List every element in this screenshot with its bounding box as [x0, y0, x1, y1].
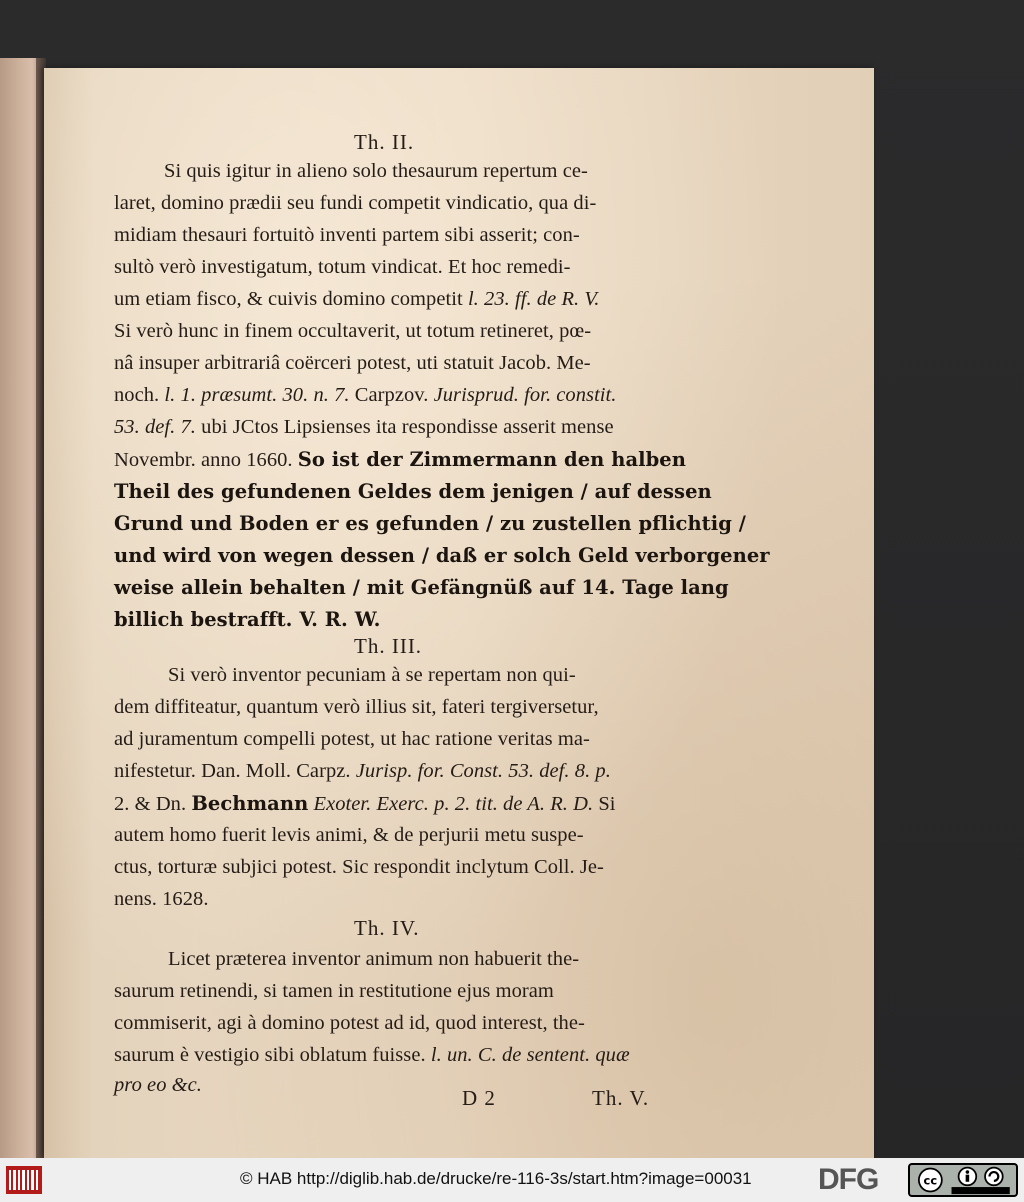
text-line: Si quis igitur in alieno solo thesaurum repertum ce- [164, 160, 588, 182]
text-segment: noch. [114, 384, 160, 406]
german-text-line: Theil des gefundenen Geldes dem jenigen / auf dessen [114, 480, 712, 503]
text-line [114, 448, 686, 472]
text-line [114, 416, 614, 439]
document-page [44, 68, 874, 1158]
text-segment: Novembr. anno 1660. [114, 449, 293, 471]
dfg-logo: DFG [818, 1163, 879, 1196]
german-text-line: Grund und Boden er es gefunden / zu zustellen pflichtig / [114, 512, 746, 535]
text-line: ctus, torturæ subjici potest. Sic respondit inclytum Coll. Je- [114, 856, 604, 878]
catchword: Th. V. [592, 1086, 650, 1110]
cc-by-sa-badge-icon [908, 1163, 1018, 1197]
svg-text:cc: cc [923, 1173, 938, 1188]
text-line: midiam thesauri fortuitò inventi partem sibi asserit; con- [114, 224, 580, 246]
text-segment: 2. & Dn. [114, 793, 187, 815]
previous-page-edge [0, 58, 40, 1158]
heading-th-4: Th. IV. [354, 916, 420, 940]
citation-line: pro eo &c. [114, 1074, 202, 1096]
text-line: saurum retinendi, si tamen in restitutione ejus moram [114, 980, 554, 1002]
german-text: So ist der Zimmermann den halben [297, 448, 686, 471]
text-segment: nifestetur. Dan. Moll. Carpz. [114, 760, 351, 782]
text-line: dem diffiteatur, quantum verò illius sit, fateri tergiversetur, [114, 696, 599, 718]
citation: l. 1. præsumt. 30. n. 7. [164, 384, 350, 406]
citation: 53. def. 7. [114, 416, 196, 438]
german-text-line: billich bestrafft. V. R. W. [114, 608, 381, 631]
text-line [114, 792, 616, 816]
text-segment: um etiam fisco, & cuivis domino competit [114, 288, 463, 310]
german-text-line: und wird von wegen dessen / daß er solch Geld verborgener [114, 544, 770, 567]
text-segment: saurum è vestigio sibi oblatum fuisse. [114, 1044, 426, 1066]
text-line: Si verò inventor pecuniam à se repertam non qui- [168, 664, 576, 686]
text-line: commiserit, agi à domino potest ad id, quod interest, the- [114, 1012, 585, 1034]
text-line: ad juramentum compelli potest, ut hac ratione veritas ma- [114, 728, 590, 750]
text-segment: Si [598, 793, 616, 815]
text-line: nâ insuper arbitrariâ coërceri potest, uti statuit Jacob. Me- [114, 352, 591, 374]
text-line: Licet præterea inventor animum non habuerit the- [168, 948, 580, 970]
text-line [114, 1044, 630, 1067]
text-line: autem homo fuerit levis animi, & de perjurii metu suspe- [114, 824, 584, 846]
citation: l. un. C. de sentent. quæ [430, 1044, 630, 1066]
text-segment: ubi JCtos Lipsienses ita respondisse asserit mense [201, 416, 614, 438]
text-segment: Carpzov. [354, 384, 429, 406]
footer-bar [0, 1158, 1024, 1202]
citation: Jurisprud. for. constit. [433, 384, 617, 406]
text-line: Si verò hunc in finem occultaverit, ut totum retineret, pœ- [114, 320, 592, 342]
text-line: nens. 1628. [114, 888, 209, 910]
text-line: sultò verò investigatum, totum vindicat. Et hoc remedi- [114, 256, 571, 278]
copyright-link[interactable]: © HAB http://diglib.hab.de/drucke/re-116-3s/start.htm?image=00031 [240, 1169, 752, 1188]
text-line [114, 288, 599, 311]
library-barcode-icon [6, 1166, 42, 1194]
signature-mark: D 2 [462, 1086, 496, 1110]
german-name: Bechmann [191, 792, 309, 815]
text-line [114, 384, 616, 407]
heading-th-2: Th. II. [354, 130, 415, 154]
citation: l. 23. ff. de R. V. [467, 288, 600, 310]
text-line: laret, domino prædii seu fundi competit vindicatio, qua di- [114, 192, 597, 214]
german-text-line: weise allein behalten / mit Gefängnüß auf 14. Tage lang [114, 576, 729, 599]
heading-th-3: Th. III. [354, 634, 423, 658]
citation: Jurisp. for. Const. 53. def. 8. p. [355, 760, 611, 782]
citation: Exoter. Exerc. p. 2. tit. de A. R. D. [313, 793, 594, 815]
text-line [114, 760, 611, 783]
